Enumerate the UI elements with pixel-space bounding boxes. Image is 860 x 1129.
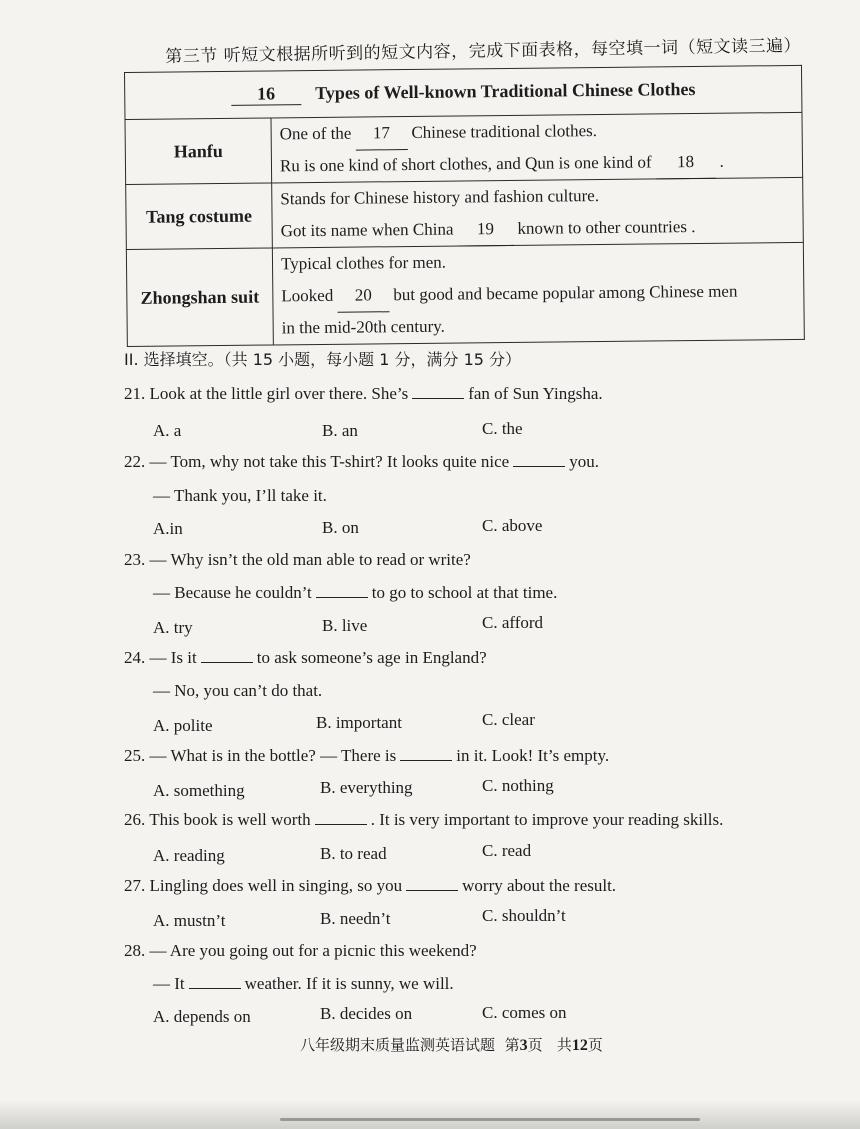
answer-blank	[315, 824, 367, 825]
row-line: Got its name when China 19 known to other countries .	[281, 210, 803, 247]
blank-20: 20	[337, 279, 389, 313]
option-c: C. the	[482, 419, 523, 438]
option-a: A.in	[153, 519, 183, 538]
question-28-reply: — It weather. If it is sunny, we will.	[153, 974, 454, 993]
answer-blank	[316, 597, 368, 598]
table-row	[125, 112, 803, 184]
blank-17: 17	[355, 117, 407, 151]
row-line: Looked 20 but good and became popular among Chinese men	[281, 275, 803, 312]
section-heading: 第三节 听短文根据所听到的短文内容，完成下面表格，每空填一词（短文读三遍）	[165, 35, 802, 67]
option-b: B. decides on	[320, 1004, 413, 1023]
question-21: 21. Look at the little girl over there. She’s fan of Sun Yingsha.	[124, 384, 603, 403]
option-c: C. shouldn’t	[482, 906, 566, 925]
option-b: B. to read	[320, 844, 387, 863]
row-line: Stands for Chinese history and fashion culture.	[280, 186, 600, 209]
option-b: B. everything	[320, 778, 413, 797]
option-b: B. needn’t	[320, 909, 391, 928]
question-28: 28. — Are you going out for a picnic this weekend?	[124, 941, 477, 960]
question-26: 26. This book is well worth . It is very important to improve your reading skills.	[124, 810, 724, 829]
option-b: B. important	[316, 713, 402, 732]
page-edge	[280, 1118, 700, 1121]
question-23: 23. — Why isn’t the old man able to read or write?	[124, 550, 471, 569]
table-row	[126, 242, 804, 346]
answer-blank	[412, 398, 464, 399]
option-a: A. something	[153, 781, 245, 800]
scan-shadow	[0, 1100, 860, 1129]
table-row	[126, 177, 804, 249]
row-line: Ru is one kind of short clothes, and Qun is one kind of 18 .	[280, 145, 802, 182]
option-a: A. a	[153, 421, 182, 440]
answer-blank	[400, 760, 452, 761]
option-a: A. mustn’t	[153, 911, 226, 930]
row-name: Tang costume	[126, 183, 273, 250]
answer-blank	[201, 662, 253, 663]
question-22-reply: — Thank you, I’ll take it.	[153, 486, 327, 505]
option-c: C. nothing	[482, 776, 554, 795]
answer-blank	[189, 988, 241, 989]
question-25: 25. — What is in the bottle? — There is in it. Look! It’s empty.	[124, 746, 610, 765]
option-c: C. above	[482, 516, 543, 535]
option-a: A. polite	[153, 716, 213, 735]
question-24: 24. — Is it to ask someone’s age in England?	[124, 648, 487, 667]
table-title-row	[125, 65, 802, 119]
option-a: A. try	[153, 618, 193, 637]
table-title: Types of Well-known Traditional Chinese Clothes	[315, 79, 696, 103]
question-24-reply: — No, you can’t do that.	[153, 681, 323, 700]
row-line: One of the 17 Chinese traditional clothes.	[279, 113, 801, 150]
option-b: B. an	[322, 421, 358, 440]
row-name: Zhongshan suit	[126, 248, 273, 347]
clothes-table	[124, 65, 805, 347]
row-name: Hanfu	[125, 118, 272, 185]
blank-16: 16	[231, 83, 301, 106]
answer-blank	[406, 890, 458, 891]
blank-18: 18	[655, 146, 715, 180]
row-line: Typical clothes for men.	[280, 252, 447, 274]
option-b: B. live	[322, 616, 368, 635]
blank-19: 19	[457, 213, 513, 247]
question-23-reply: — Because he couldn’t to go to school at that time.	[153, 583, 558, 602]
question-22: 22. — Tom, why not take this T-shirt? It looks quite nice you.	[124, 452, 599, 471]
row-line: in the mid-20th century.	[281, 316, 445, 338]
option-c: C. read	[482, 841, 532, 860]
option-a: A. reading	[153, 846, 225, 865]
option-c: C. afford	[482, 613, 544, 632]
option-c: C. comes on	[482, 1003, 567, 1022]
part2-heading: II. 选择填空。（共 15 小题，每小题 1 分，满分 15 分）	[124, 350, 522, 369]
question-27: 27. Lingling does well in singing, so you worry about the result.	[124, 876, 617, 895]
answer-blank	[513, 466, 565, 467]
option-b: B. on	[322, 518, 359, 537]
option-a: A. depends on	[153, 1007, 251, 1026]
option-c: C. clear	[482, 710, 535, 729]
page-footer: 八年级期末质量监测英语试题 第3页 共12页	[300, 1036, 603, 1054]
